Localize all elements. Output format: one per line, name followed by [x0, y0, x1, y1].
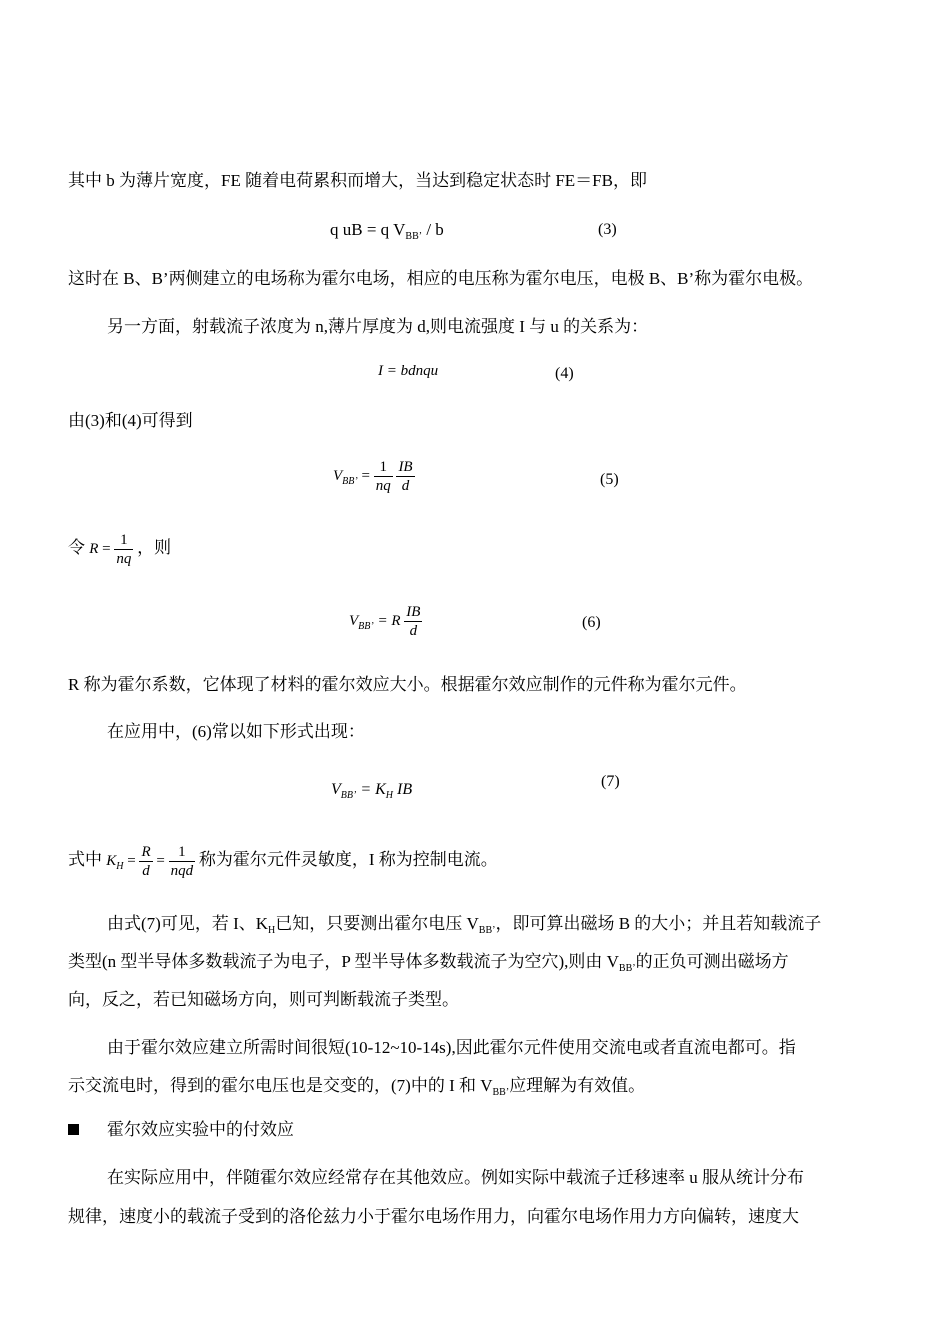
p5-pre: 令: [68, 537, 85, 557]
paragraph-ac-line-1: 由于霍尔效应建立所需时间很短(10-12~10-14s),因此霍尔元件使用交流电或者直流电都可。指: [107, 1038, 796, 1057]
paragraph-sensitivity: [68, 843, 498, 880]
eq7-rest: IB: [393, 781, 413, 798]
eq6-den: d: [409, 623, 418, 639]
eq5-sub: BB’: [342, 475, 358, 487]
p9-l1b: 已知，只要测出霍尔电压 V: [275, 914, 479, 933]
p9-l1c: ，即可算出磁场 B 的大小；并且若知载流子: [495, 914, 822, 933]
p8-f1-num: R: [141, 844, 151, 860]
paragraph-derive: 由(3)和(4)可得到: [68, 411, 193, 430]
eq5-eq: =: [361, 467, 370, 484]
paragraph-define-r: [68, 531, 171, 568]
p8-fraction-2: [169, 843, 196, 880]
square-bullet-icon: [68, 1124, 79, 1135]
eq5-v: V: [333, 467, 343, 484]
eq3-lhs: q uB = q V: [330, 220, 406, 239]
p5-formula: [89, 532, 137, 567]
paragraph-hall-field: 这时在 B、B’两侧建立的电场称为霍尔电场，相应的电压称为霍尔电压，电极 B、B’称为霍尔电极。: [68, 269, 814, 288]
p5-eq: =: [102, 540, 111, 557]
eq3-rhs: / b: [422, 220, 444, 239]
p8-formula: [106, 844, 199, 879]
equation-3: [330, 219, 444, 248]
p9-l2b: 的正负可测出磁场方: [635, 952, 789, 971]
p5-den: nq: [116, 551, 132, 567]
equation-7: [331, 781, 412, 801]
p8-post: 称为霍尔元件灵敏度，I 称为控制电流。: [198, 849, 498, 869]
paragraph-current-relation: 另一方面，射载流子浓度为 n,薄片厚度为 d,则电流强度 I 与 u 的关系为：: [107, 317, 649, 336]
eq3-sub: BB’: [405, 231, 423, 242]
p8-eq2: =: [156, 852, 165, 869]
p5-post: ，则: [137, 537, 172, 557]
p8-pre: 式中: [68, 849, 102, 869]
eq7-ksub: H: [385, 790, 394, 801]
p8-f2-den: nqd: [170, 863, 194, 879]
eq5-f2-num: IB: [398, 459, 413, 475]
p10-l2a: 示交流电时，得到的霍尔电压也是交变的，(7)中的 I 和 V: [68, 1076, 493, 1095]
p9-l1sub2: BB’: [478, 925, 496, 936]
p5-fraction: [114, 531, 133, 568]
p10-l2b: 应理解为有效值。: [509, 1076, 646, 1095]
eq5-fraction-1: [374, 458, 393, 495]
equation-4: [378, 363, 438, 380]
p10-l2sub: BB’: [492, 1087, 510, 1098]
eq5-f1-den: nq: [375, 478, 391, 494]
paragraph-measurement-line-1: [107, 913, 821, 942]
eq7-sub: BB’: [340, 790, 357, 801]
p8-ksub: H: [116, 860, 124, 872]
eq6-num: IB: [406, 604, 421, 620]
eq4-rhs: = bdnqu: [386, 363, 439, 379]
p8-k: K: [106, 852, 117, 869]
equation-number-6: (6): [582, 614, 601, 631]
paragraph-application: 在应用中，(6)常以如下形式出现：: [107, 722, 365, 741]
eq7-eq: = K: [360, 781, 386, 798]
paragraph-hall-coefficient: R 称为霍尔系数，它体现了材料的霍尔效应大小。根据霍尔效应制作的元件称为霍尔元件。: [68, 675, 747, 694]
equation-number-3: (3): [598, 221, 617, 238]
p9-l2a: 类型(n 型半导体多数载流子为电子，P 型半导体多数载流子为空穴),则由 V: [68, 952, 619, 971]
paragraph-stable-state: 其中 b 为薄片宽度，FE 随着电荷累积而增大，当达到稳定状态时 FE＝FB，即: [68, 171, 647, 190]
p9-l1sub: H: [268, 925, 276, 936]
equation-5: [333, 458, 415, 495]
equation-number-7: (7): [601, 773, 620, 790]
p8-f1-den: d: [142, 863, 150, 879]
p8-f2-num: 1: [169, 843, 196, 862]
eq6-eq: = R: [377, 612, 401, 629]
p9-l2sub: BB’: [618, 963, 636, 974]
equation-6: [349, 603, 422, 640]
p5-r: R: [89, 540, 99, 557]
eq6-fraction: [404, 603, 422, 640]
p5-num: 1: [114, 531, 133, 550]
eq6-v: V: [349, 612, 359, 629]
p8-fraction-1: [139, 843, 152, 880]
paragraph-measurement-line-3: 向，反之，若已知磁场方向，则可判断载流子类型。: [68, 990, 459, 1009]
equation-number-4: (4): [555, 365, 574, 382]
paragraph-ac-line-2: [68, 1075, 645, 1104]
p8-eq1: =: [127, 852, 136, 869]
paragraph-side-effects-line-2: 规律，速度小的载流子受到的洛伦兹力小于霍尔电场作用力，向霍尔电场作用力方向偏转，速度大: [68, 1207, 799, 1226]
p9-l1a: 由式(7)可见，若 I、K: [107, 914, 269, 933]
paragraph-measurement-line-2: [68, 951, 789, 980]
section-heading: 霍尔效应实验中的付效应: [107, 1120, 294, 1139]
paragraph-side-effects-line-1: 在实际应用中，伴随霍尔效应经常存在其他效应。例如实际中载流子迁移速率 u 服从统计分布: [107, 1168, 804, 1187]
equation-number-5: (5): [600, 471, 619, 488]
eq6-sub: BB’: [358, 620, 374, 632]
eq7-v: V: [331, 781, 341, 798]
eq5-fraction-2: [396, 458, 414, 495]
eq4-lhs: I: [378, 363, 383, 379]
eq5-f1-num: 1: [374, 458, 393, 477]
eq5-f2-den: d: [401, 478, 410, 494]
